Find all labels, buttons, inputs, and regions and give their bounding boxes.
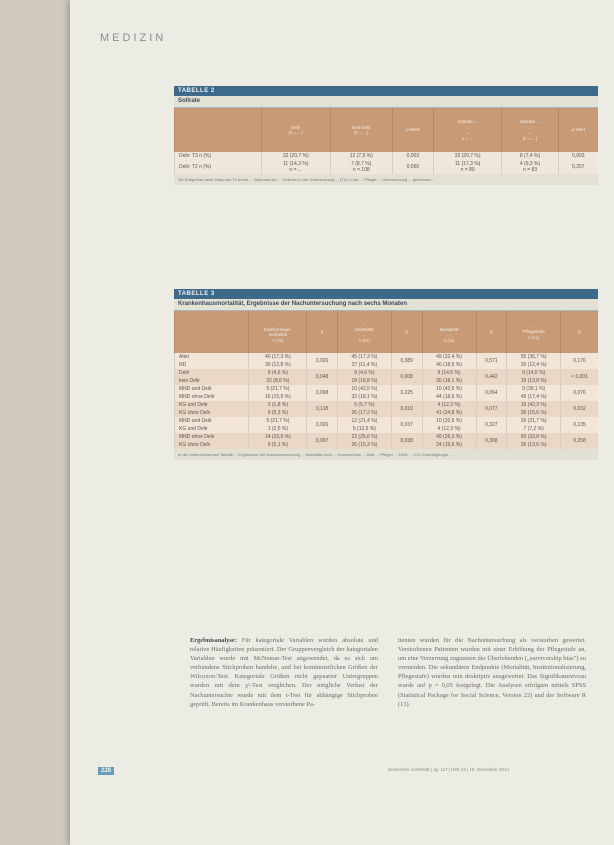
table-cell: 0,060: [392, 160, 433, 174]
table-row: [175, 377, 599, 385]
table-cell: MND und Delir: [175, 417, 249, 425]
table-cell: 32 (20,7 %): [261, 152, 330, 160]
table-cell: 5 (21,7 %): [249, 417, 307, 425]
column-header: kein Delir (n = ...): [330, 108, 392, 152]
table-cell: kein Delir: [175, 377, 249, 385]
table-footnote: In der nebenstehenden Tabelle ... Ergebnisse der Nachuntersuchung ... Mortalität nach ... Krankenhaus ... Delir ... Pfleger ... MND: ... KG: Kontrollgruppe ...: [178, 452, 453, 457]
table-cell: 49 (26,3 %): [422, 433, 476, 441]
table-cell: 11 (17,3 %) n = 80: [433, 160, 502, 174]
table-cell: 55 (36,7 %): [507, 353, 561, 361]
column-header: Sollrate ... ... ... (n = ...): [502, 108, 558, 152]
p-value-cell: < 0,001: [561, 369, 598, 385]
p-value-cell: 0,037: [391, 417, 422, 433]
p-value-cell: 0,571: [476, 353, 507, 369]
table-cell: 40 (17,3 %): [249, 353, 307, 361]
table-cell: KG und Delir: [175, 401, 249, 409]
table-3-box: [174, 289, 598, 460]
table-row: [175, 425, 599, 433]
table-cell: 32 (20,7 %): [433, 152, 502, 160]
table-cell: 5 (5,7 %): [337, 401, 391, 409]
p-value-cell: 0,225: [391, 385, 422, 401]
table-cell: 22 (8,6 %): [249, 377, 307, 385]
table-cell: 12 (21,4 %): [337, 417, 391, 425]
body-column-right: [398, 636, 586, 709]
table-cell: 26 (15,3 %): [337, 441, 391, 449]
table-cell: 15 (13,8 %): [507, 377, 561, 385]
table-row: [175, 160, 599, 174]
table-cell: KG und Delir: [175, 425, 249, 433]
p-value-cell: 0,026: [307, 417, 338, 433]
table-cell: 4 (12,3 %): [422, 425, 476, 433]
table-row: [175, 361, 599, 369]
table-cell: 10 (42,3 %): [507, 401, 561, 409]
table-row: [175, 441, 599, 449]
table-row: [175, 417, 599, 425]
table-cell: MND und Delir: [175, 385, 249, 393]
table-cell: KG ohne Delir: [175, 441, 249, 449]
table-cell: MND ohne Delir: [175, 393, 249, 401]
p-value-cell: 0,038: [391, 433, 422, 449]
column-header: p: [476, 311, 507, 353]
table-cell: 4 (12,3 %): [422, 401, 476, 409]
table-row: [175, 401, 599, 409]
table-3: [174, 311, 598, 449]
table-cell: Delir: T3 n (%): [175, 152, 262, 160]
table-cell: 0,257: [558, 160, 598, 174]
page-number: 228: [98, 767, 114, 775]
table-cell: 45 (17,3 %): [337, 353, 391, 361]
table-cell: 16 (15,9 %): [249, 393, 307, 401]
body-column-left: [190, 636, 378, 709]
table-cell: 9 (5,1 %): [249, 441, 307, 449]
table-cell: 30 (18,1 %): [422, 377, 476, 385]
table-cell: 10 (32,5 %): [422, 417, 476, 425]
table-cell: 7 (7,2 %): [507, 425, 561, 433]
column-header: ... Mortalität ... n (%): [422, 311, 476, 353]
table-cell: 11 (14,3 %) n = ...: [261, 160, 330, 174]
table-row: [175, 393, 599, 401]
table-cell: 24 (15,6 %): [422, 441, 476, 449]
table-cell: MND ohne Delir: [175, 433, 249, 441]
page-footer: Deutsches Ärzteblatt | Jg. 117 | Heft 23 | 15. Dezember 2014: [388, 767, 509, 772]
paragraph-text: Für kategoriale Variablen wurden absolute und relative Häufigkeiten präsentiert. Der Gruppenvergleich der kategorialen Variablen wurde mit McNemar-Test angewendet, da es sich um verbundene Stichproben handelte, und bei kontinuierlichen Größen der Wilcoxon-Test. Kategoriale Größen nicht gepaarter Untergruppen wurden mit dem χ²-Test verglichen. Der mögliche Verlust der Nachuntersuchte wurde mit dem t-Test für abhängige Stichproben geprüft. Bereits im Krankenhaus verstorbene Pa-: [190, 637, 378, 708]
table-row: [175, 385, 599, 393]
column-header: ... Mortalität ... n (%): [337, 311, 391, 353]
p-value-cell: 0,258: [561, 433, 598, 449]
p-value-cell: 0,076: [561, 385, 598, 401]
table-cell: 45 (17,4 %): [507, 393, 561, 401]
table-cell: 0,003: [558, 152, 598, 160]
table-cell: 46 (18,5 %): [422, 361, 476, 369]
table-cell: 9 (4,6 %): [249, 369, 307, 377]
table-cell: 14 (15,9 %): [249, 433, 307, 441]
table-cell: ND: [175, 361, 249, 369]
p-value-cell: 0,010: [391, 401, 422, 417]
table-2: [174, 108, 598, 174]
table-cell: 5 (12,5 %): [337, 425, 391, 433]
table-cell: 0,003: [392, 152, 433, 160]
column-header: p-Wert: [392, 108, 433, 152]
p-value-cell: 0,077: [476, 401, 507, 417]
table-row: [175, 353, 599, 361]
p-value-cell: 0,064: [476, 385, 507, 401]
table-cell: 22 (25,6 %): [337, 433, 391, 441]
table-2-box: [174, 86, 598, 185]
column-header: [175, 311, 249, 353]
paragraph-lead: Ergebnisanalyse:: [190, 637, 237, 644]
column-header: ... Pflegestufe n (%): [507, 311, 561, 353]
table-cell: KG ohne Delir: [175, 409, 249, 417]
table-cell: Delir: [175, 369, 249, 377]
paragraph-text: tienten wurden für die Nachuntersuchung als verstorben gewertet. Verstorbenen Patienten wurden mit einer Erhöhung der Pflegestufe an, um eine Verzerrung zugunsten der Überlebenden („survivorship bias") zu vermeiden. Die sekundären Endpunkte (Mortalität, Institutionalisierung, Pflegestufe) wurden rein deskriptiv ausgewertet. Das Signifikanzniveau wurde auf p = 0,05 festgelegt. Die Analysen erfolgten mittels SPSS (Statistical Package for Social Science, Version 22) und der Software R (13).: [398, 637, 586, 708]
table-cell: 26 (13,6 %): [507, 441, 561, 449]
p-value-cell: 0,048: [307, 369, 338, 385]
table-cell: 10 (43,5 %): [422, 385, 476, 393]
table-cell: 9 (39,1 %): [507, 385, 561, 393]
table-row: [175, 152, 599, 160]
table-cell: 30 (12,4 %): [507, 361, 561, 369]
table-cell: 36 (15,6 %): [507, 409, 561, 417]
running-head: MEDIZIN: [100, 32, 167, 44]
column-header: Sollrate ... ... ... n = ...: [433, 108, 502, 152]
table-footnote: Sie Ereignisse beim Zeitpunkt T3 ist bei ... Zeitpunkt der ... Delirium in der Untersuchung ... (T2) in der ... Pfleger ... Untersuchung ... gemessen ...: [178, 177, 436, 182]
p-value-cell: 0,098: [307, 385, 338, 401]
binding-edge: [0, 0, 70, 845]
table-cell: 41 (24,8 %): [422, 409, 476, 417]
table-cell: 9 (14,5 %): [507, 369, 561, 377]
column-header: p: [307, 311, 338, 353]
table-row: [175, 409, 599, 417]
table-cell: 50 (33,8 %): [507, 433, 561, 441]
table-cell: 7 (8,7 %) n = 108: [330, 160, 392, 174]
table-cell: 18 (18,8 %): [337, 377, 391, 385]
p-value-cell: 0,118: [307, 401, 338, 417]
column-header: Delir (n = ...): [261, 108, 330, 152]
table-cell: Alter: [175, 353, 249, 361]
p-value-cell: 0,327: [476, 417, 507, 433]
table-cell: 30 (12,8 %): [249, 361, 307, 369]
table-title: Krankenhausmortalität, Ergebnisse der Nachuntersuchung nach sechs Monaten: [174, 299, 598, 311]
p-value-cell: 0,135: [561, 417, 598, 433]
column-header: p: [391, 311, 422, 353]
table-cell: 4 (9,3 %) n = 83: [502, 160, 558, 174]
p-value-cell: 0,032: [561, 401, 598, 417]
table-cell: 12 (7,5 %): [330, 152, 392, 160]
table-cell: 37 (11,4 %): [337, 361, 391, 369]
table-title: Sollrate: [174, 96, 598, 108]
table-cell: 3 (1,8 %): [249, 401, 307, 409]
table-cell: 44 (18,6 %): [422, 393, 476, 401]
p-value-cell: 0,176: [561, 353, 598, 369]
column-header: ... Krankenhaus- mortalität n (%): [249, 311, 307, 353]
p-value-cell: 0,368: [476, 433, 507, 449]
table-cell: Delir: T2 n (%): [175, 160, 262, 174]
table-cell: 9 (14,5 %): [422, 369, 476, 377]
table-cell: 8 (7,4 %): [502, 152, 558, 160]
column-header: p-Wert: [558, 108, 598, 152]
table-cell: 10 (43,5 %): [337, 385, 391, 393]
table-cell: 5 (21,7 %): [249, 385, 307, 393]
p-value-cell: 0,026: [307, 353, 338, 369]
table-cell: 9 (5,3 %): [249, 409, 307, 417]
table-cell: 49 (32,4 %): [422, 353, 476, 361]
p-value-cell: 0,442: [476, 369, 507, 385]
table-row: [175, 369, 599, 377]
table-label: TABELLE 3: [174, 289, 598, 299]
column-header: p: [561, 311, 598, 353]
table-cell: 26 (17,2 %): [337, 409, 391, 417]
p-value-cell: 0,389: [391, 353, 422, 369]
column-header: [175, 108, 262, 152]
table-cell: 1 (2,5 %): [249, 425, 307, 433]
table-cell: 26 (21,7 %): [507, 417, 561, 425]
table-row: [175, 433, 599, 441]
table-label: TABELLE 2: [174, 86, 598, 96]
table-cell: 32 (18,1 %): [337, 393, 391, 401]
p-value-cell: 0,007: [307, 433, 338, 449]
p-value-cell: 0,008: [391, 369, 422, 385]
table-cell: 9 (4,6 %): [337, 369, 391, 377]
